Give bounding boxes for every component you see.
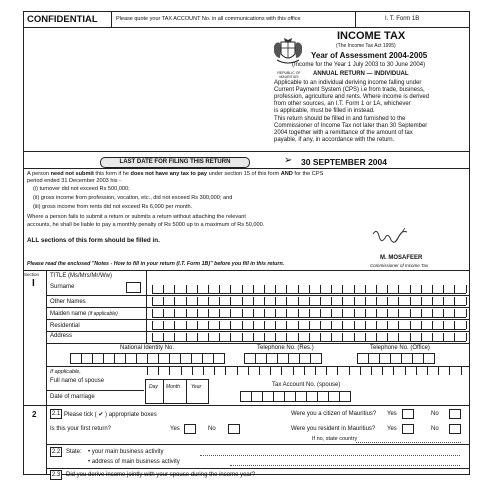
nid-label: National Identity No. [120, 345, 175, 351]
char-cell-divider [320, 333, 321, 341]
char-cell-divider [398, 285, 399, 293]
char-cell-divider [152, 285, 153, 293]
char-cell-baseline [152, 329, 466, 330]
char-cell-divider [242, 321, 243, 329]
char-cell-divider [264, 297, 265, 305]
resident-yes-checkbox[interactable] [402, 424, 414, 434]
char-cell-divider [354, 285, 355, 293]
char-cell-divider [158, 367, 159, 375]
char-cell-divider [342, 297, 343, 305]
char-cell-divider [152, 297, 153, 305]
char-cell-divider [421, 309, 422, 317]
char-cell-divider [264, 321, 265, 329]
char-cell-divider [197, 333, 198, 341]
char-cell-divider [230, 309, 231, 317]
char-cell-divider [208, 285, 209, 293]
penalty-line-1: Where a person fails to submit a return or submits a return without attaching the relevant [27, 214, 246, 220]
char-cell-divider [320, 309, 321, 317]
char-cell-divider [253, 297, 254, 305]
form-title: INCOME TAX [337, 30, 406, 42]
char-cell-divider [365, 321, 366, 329]
char-cell-divider [342, 333, 343, 341]
char-cell-divider [214, 367, 215, 375]
char-cell-divider [354, 309, 355, 317]
deadline-date: 30 SEPTEMBER 2004 [301, 157, 387, 167]
char-cell-divider [309, 297, 310, 305]
char-cell-divider [382, 367, 383, 375]
char-cell-divider [410, 297, 411, 305]
confidential-label: CONFIDENTIAL [27, 14, 98, 25]
char-cell-divider [443, 309, 444, 317]
char-cell-divider [230, 321, 231, 329]
char-cell-divider [365, 297, 366, 305]
char-cell-divider [466, 309, 467, 317]
q21-instruction: Please tick ( ✔ ) appropriate boxes [64, 412, 157, 418]
char-cell-divider [186, 297, 187, 305]
section-2-number: 2 [32, 410, 37, 419]
char-cell-divider [174, 321, 175, 329]
char-cell-divider [354, 297, 355, 305]
first-return-yes-label: Yes [170, 426, 180, 432]
char-cell-divider [197, 321, 198, 329]
char-cell-divider [230, 285, 231, 293]
state-country-label: If no, state country [312, 436, 358, 442]
char-cell-divider [466, 333, 467, 341]
q23-number: 2.3 [51, 472, 61, 478]
char-cell-divider [449, 367, 450, 375]
char-cell-divider [298, 285, 299, 293]
char-cell-divider [354, 321, 355, 329]
char-cell-divider [293, 367, 294, 375]
char-cell-divider [443, 333, 444, 341]
char-cell-divider [219, 321, 220, 329]
char-cell-divider [309, 321, 310, 329]
char-cell-divider [421, 321, 422, 329]
char-cell-divider [163, 285, 164, 293]
citizen-no-checkbox[interactable] [449, 409, 461, 419]
char-cell-divider [376, 297, 377, 305]
char-cell-baseline [152, 305, 466, 306]
char-cell-divider [186, 285, 187, 293]
all-sections-note: ALL sections of this form should be filled in. [27, 237, 160, 244]
citizen-question: Were you a citizen of Mauritius? [291, 411, 377, 417]
commissioner-title: Commissioner of Income Tax [370, 263, 429, 268]
tel-res-digit-cell[interactable] [310, 353, 322, 364]
char-cell-divider [270, 367, 271, 375]
char-cell-divider [242, 333, 243, 341]
char-cell-divider [410, 321, 411, 329]
char-cell-divider [387, 309, 388, 317]
char-cell-divider [398, 321, 399, 329]
notice-item-1: (i) turnover did not exceed Rs 500,000; [33, 186, 130, 192]
business-address-label: • address of main business activity [88, 459, 180, 465]
char-cell-divider [393, 367, 394, 375]
residential-label: Residential [50, 323, 80, 329]
char-cell-divider [427, 367, 428, 375]
char-cell-baseline [152, 341, 466, 342]
address-label: Address [50, 333, 73, 339]
business-address-field[interactable] [230, 465, 460, 466]
char-cell-divider [208, 309, 209, 317]
char-cell-divider [163, 297, 164, 305]
quote-notice: Please quote your TAX ACCOUNT No. in all communications with this office [116, 16, 301, 22]
return-type: ANNUAL RETURN — INDIVIDUAL [313, 71, 409, 77]
char-cell-divider [331, 333, 332, 341]
char-cell-divider [275, 285, 276, 293]
char-cell-divider [349, 367, 350, 375]
notice-item-2: (ii) gross income from profession, vocation, etc., did not exceed Rs 300,000; and [33, 195, 233, 201]
title-box[interactable] [126, 282, 141, 293]
char-cell-divider [298, 309, 299, 317]
char-cell-divider [432, 309, 433, 317]
char-cell-divider [365, 309, 366, 317]
title-field-label: TITLE (Ms/Mrs/Mr/Ww) [50, 273, 112, 279]
char-cell-divider [181, 367, 182, 375]
char-cell-divider [438, 367, 439, 375]
char-cell-divider [203, 367, 204, 375]
resident-yes-label: Yes [387, 426, 397, 432]
char-cell-divider [421, 285, 422, 293]
notice-line-1: A person need not submit this form if he does not have any tax to pay under section 15 of this form AND for the CPS [27, 171, 324, 177]
char-cell-divider [410, 285, 411, 293]
char-cell-divider [237, 367, 238, 375]
char-cell-divider [443, 321, 444, 329]
char-cell-divider [298, 333, 299, 341]
char-cell-divider [253, 321, 254, 329]
char-cell-divider [174, 333, 175, 341]
char-cell-divider [320, 285, 321, 293]
char-cell-divider [298, 297, 299, 305]
char-cell-divider [354, 333, 355, 341]
commissioner-signature [371, 226, 411, 248]
char-cell-divider [421, 297, 422, 305]
filing-paragraph: This return should be filled in and furnished to the Commissioner of Income Tax not later than 30 September 2004 together with a remittance of the amount of tax payable, if any, in accordance with the return. [274, 116, 428, 143]
char-cell-divider [432, 285, 433, 293]
char-cell-divider [186, 333, 187, 341]
char-cell-divider [454, 321, 455, 329]
day-label: Day [149, 384, 158, 390]
char-cell-divider [432, 321, 433, 329]
char-cell-divider [454, 309, 455, 317]
char-cell-divider [264, 333, 265, 341]
act-reference: (The Income Tax Act 1995) [336, 43, 396, 49]
first-return-question: Is this your first return? [50, 426, 112, 432]
q21-number: 2.1 [51, 411, 61, 417]
char-cell-divider [275, 321, 276, 329]
citizen-no-label: No [431, 411, 439, 417]
char-cell-divider [286, 309, 287, 317]
char-cell-divider [152, 321, 153, 329]
char-cell-divider [192, 367, 193, 375]
char-cell-divider [286, 333, 287, 341]
char-cell-divider [432, 333, 433, 341]
tel-res-label: Telephone No. (Res.) [257, 345, 314, 351]
char-cell-divider [275, 333, 276, 341]
section-label: Section [24, 272, 40, 277]
char-cell-divider [230, 297, 231, 305]
char-cell-divider [281, 367, 282, 375]
char-cell-divider [365, 285, 366, 293]
form-id: I. T. Form 1B [385, 16, 420, 22]
spouse-tan-digit-cell[interactable] [339, 391, 351, 402]
char-cell-divider [387, 333, 388, 341]
spouse-name-label: Full name of spouse [50, 378, 105, 384]
marriage-date-label: Date of marriage [50, 394, 95, 400]
char-cell-divider [454, 297, 455, 305]
char-cell-divider [376, 333, 377, 341]
char-cell-divider [331, 285, 332, 293]
char-cell-divider [225, 367, 226, 375]
tel-office-label: Telephone No. (Office) [370, 345, 430, 351]
char-cell-divider [371, 367, 372, 375]
penalty-line-2: accounts, he shall be liable to pay a monthly penalty of Rs 5000 up to a maximum of Rs 50,000. [27, 222, 265, 228]
char-cell-divider [169, 367, 170, 375]
char-cell-divider [174, 297, 175, 305]
q22-number: 2.2 [51, 449, 61, 455]
char-cell-divider [186, 309, 187, 317]
state-label: State: [66, 449, 82, 455]
char-cell-divider [219, 309, 220, 317]
resident-no-checkbox[interactable] [449, 424, 461, 434]
char-cell-divider [342, 321, 343, 329]
state-country-field[interactable] [356, 442, 461, 443]
marriage-date-box[interactable] [145, 379, 209, 404]
char-cell-divider [264, 285, 265, 293]
char-cell-divider [197, 309, 198, 317]
char-cell-divider [253, 285, 254, 293]
char-cell-divider [315, 367, 316, 375]
char-cell-divider [248, 367, 249, 375]
char-cell-divider [197, 285, 198, 293]
maiden-name-label: Maiden name (if applicable) [50, 311, 118, 317]
char-cell-divider [208, 321, 209, 329]
char-cell-divider [466, 297, 467, 305]
char-cell-divider [387, 285, 388, 293]
first-return-yes-checkbox[interactable] [184, 424, 196, 434]
char-cell-divider [230, 333, 231, 341]
char-cell-divider [405, 367, 406, 375]
char-cell-divider [398, 297, 399, 305]
char-cell-divider [342, 285, 343, 293]
char-cell-divider [304, 367, 305, 375]
first-return-no-checkbox[interactable] [228, 424, 240, 434]
char-cell-divider [387, 297, 388, 305]
if-applicable-label: If applicable, [50, 369, 81, 375]
char-cell-divider [432, 297, 433, 305]
char-cell-divider [197, 297, 198, 305]
char-cell-divider [208, 297, 209, 305]
char-cell-divider [342, 309, 343, 317]
char-cell-divider [443, 285, 444, 293]
char-cell-divider [398, 333, 399, 341]
notice-line-2: period ended 31 December 2003 his - [27, 178, 121, 184]
char-cell-divider [242, 297, 243, 305]
citizen-yes-label: Yes [387, 411, 397, 417]
char-cell-divider [298, 321, 299, 329]
resident-question: Were you resident in Mauritius? [291, 426, 376, 432]
char-cell-divider [466, 321, 467, 329]
char-cell-divider [454, 333, 455, 341]
char-cell-divider [163, 333, 164, 341]
char-cell-divider [242, 285, 243, 293]
resident-no-label: No [431, 426, 439, 432]
year-label: Year [191, 384, 202, 390]
char-cell-divider [264, 309, 265, 317]
char-cell-baseline [152, 293, 466, 294]
char-cell-divider [174, 309, 175, 317]
char-cell-divider [286, 321, 287, 329]
q23-question: Did you derive income jointly with your spouse during the income year? [66, 472, 256, 478]
surname-label: Surname [50, 284, 75, 290]
char-cell-divider [443, 297, 444, 305]
main-business-label: • your main business activity [88, 449, 164, 455]
read-notes-instruction: Please read the enclosed "Notes - How to fill in your return (I.T. Form 1B)" before you fill in this return. [27, 261, 285, 267]
arrow-right-icon: ➢ [284, 155, 293, 166]
char-cell-divider [360, 367, 361, 375]
tel-office-digit-cell[interactable] [423, 353, 435, 364]
char-cell-divider [320, 321, 321, 329]
char-cell-divider [286, 297, 287, 305]
notice-item-3: (iii) gross income from rents did not exceed Rs 6,000 per month. [33, 204, 193, 210]
char-cell-divider [152, 309, 153, 317]
char-cell-divider [219, 297, 220, 305]
char-cell-divider [331, 297, 332, 305]
char-cell-divider [331, 309, 332, 317]
deadline-label: LAST DATE FOR FILING THIS RETURN [100, 157, 250, 168]
assessment-year: Year of Assessment 2004-2005 [311, 51, 428, 60]
char-cell-divider [466, 285, 467, 293]
char-cell-divider [309, 309, 310, 317]
char-cell-divider [326, 367, 327, 375]
char-cell-divider [331, 321, 332, 329]
char-cell-divider [259, 367, 260, 375]
main-business-field[interactable] [200, 455, 460, 456]
char-cell-divider [376, 309, 377, 317]
applicability-paragraph: Applicable to an individual deriving income falling under Current Payment System (CPS) i.e from trade, business, profession, agriculture and rents. Where income is derived from other sources, an I.T. Form 1 or 1A, whichever is applicable, must be filled in instead. [274, 80, 430, 114]
first-return-no-label: No [208, 426, 216, 432]
char-cell-divider [421, 333, 422, 341]
char-cell-divider [387, 321, 388, 329]
month-label: Month [166, 384, 180, 390]
spouse-tan-label: Tax Account No. (spouse) [272, 382, 341, 388]
char-cell-divider [365, 333, 366, 341]
char-cell-divider [309, 285, 310, 293]
char-cell-divider [286, 285, 287, 293]
char-cell-divider [174, 285, 175, 293]
char-cell-divider [253, 309, 254, 317]
char-cell-divider [163, 321, 164, 329]
char-cell-divider [398, 309, 399, 317]
char-cell-divider [163, 309, 164, 317]
seal-caption: REPUBLIC OF MAURITIUS [277, 71, 301, 79]
char-cell-divider [376, 321, 377, 329]
char-cell-divider [275, 297, 276, 305]
char-cell-divider [320, 297, 321, 305]
char-cell-divider [309, 333, 310, 341]
commissioner-name: M. MOSAFEER [380, 255, 423, 261]
char-cell-divider [147, 367, 148, 375]
section-1-number: I [32, 278, 35, 289]
char-cell-divider [219, 285, 220, 293]
char-cell-divider [242, 309, 243, 317]
char-cell-divider [410, 309, 411, 317]
char-cell-divider [337, 367, 338, 375]
citizen-yes-checkbox[interactable] [402, 409, 414, 419]
char-cell-divider [208, 333, 209, 341]
char-cell-divider [376, 285, 377, 293]
char-cell-divider [219, 333, 220, 341]
char-cell-divider [186, 321, 187, 329]
char-cell-divider [416, 367, 417, 375]
char-cell-divider [253, 333, 254, 341]
char-cell-baseline [152, 317, 466, 318]
char-cell-divider [275, 309, 276, 317]
char-cell-divider [461, 367, 462, 375]
char-cell-divider [454, 285, 455, 293]
char-cell-divider [152, 333, 153, 341]
nid-digit-cell[interactable] [213, 353, 225, 364]
other-names-label: Other Names [50, 299, 86, 305]
char-cell-divider [410, 333, 411, 341]
income-year: (Income for the Year 1 July 2003 to 30 June 2004) [292, 62, 426, 68]
